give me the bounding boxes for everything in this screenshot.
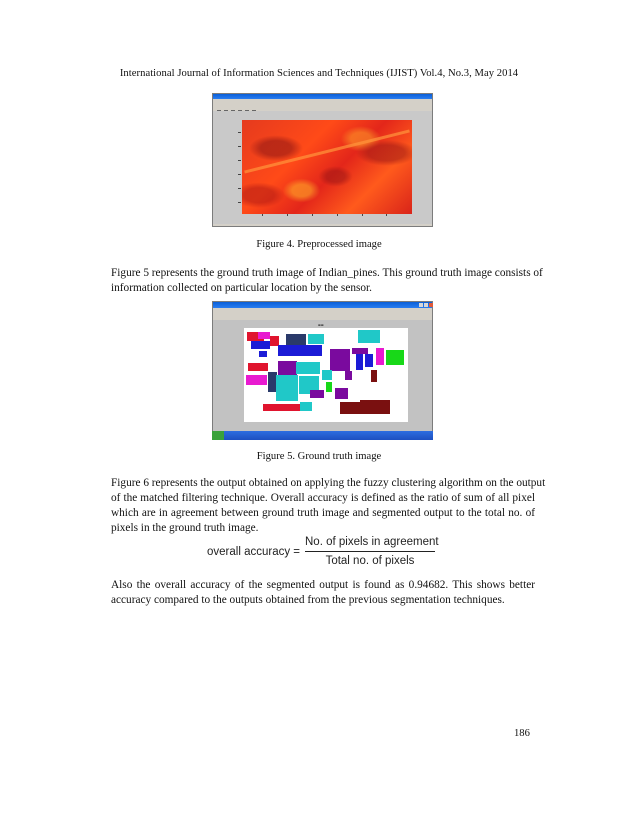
paragraph-accuracy-result bbox=[111, 578, 535, 608]
text-line: Also the overall accuracy of the segmented output is found as 0.94682. This shows better bbox=[111, 579, 535, 591]
figure4-caption: Figure 4. Preprocessed image bbox=[256, 239, 382, 250]
class-patch bbox=[335, 388, 348, 399]
page-number: 186 bbox=[514, 728, 530, 739]
figure5-caption: Figure 5. Ground truth image bbox=[256, 451, 382, 462]
class-patch bbox=[386, 350, 404, 365]
text-line: which are in agreement between ground truth image and segmented output to the total no. of bbox=[111, 507, 535, 519]
paragraph-accuracy-definition bbox=[111, 476, 546, 536]
figure4-y-tick bbox=[238, 202, 241, 203]
class-patch bbox=[310, 390, 324, 398]
class-patch bbox=[326, 382, 332, 392]
formula-denominator: Total no. of pixels bbox=[325, 555, 415, 567]
text-line: Figure 5 represents the ground truth image of Indian_pines. This ground truth image consists of bbox=[111, 267, 543, 279]
figure4-y-tick bbox=[238, 132, 241, 133]
class-patch bbox=[365, 354, 373, 367]
figure4-y-tick bbox=[238, 188, 241, 189]
class-patch bbox=[376, 348, 384, 365]
figure4-menu-bar bbox=[217, 100, 267, 104]
class-patch bbox=[263, 404, 300, 411]
class-patch bbox=[330, 349, 350, 371]
figure5-title-bar bbox=[213, 302, 432, 308]
figure4-x-tick bbox=[337, 214, 338, 216]
class-patch bbox=[300, 402, 312, 411]
journal-header: International Journal of Information Sciences and Techniques (IJIST) Vol.4, No.3, May 2014 bbox=[119, 68, 519, 79]
figure5-taskbar bbox=[212, 431, 433, 440]
figure4-x-tick bbox=[287, 214, 288, 216]
figure5-plot-title: ▬▬ bbox=[318, 323, 324, 327]
class-patch bbox=[258, 332, 270, 339]
class-patch bbox=[340, 402, 360, 414]
class-patch bbox=[246, 375, 267, 385]
class-patch bbox=[371, 370, 377, 382]
class-patch bbox=[286, 334, 306, 345]
figure4-preprocessed-heatmap bbox=[242, 120, 412, 214]
figure4-x-tick bbox=[312, 214, 313, 216]
figure4-x-tick bbox=[262, 214, 263, 216]
class-patch bbox=[248, 363, 268, 371]
class-patch bbox=[358, 330, 380, 343]
class-patch bbox=[345, 371, 352, 380]
minimize-icon bbox=[419, 303, 423, 307]
class-patch bbox=[296, 362, 320, 374]
maximize-icon bbox=[424, 303, 428, 307]
class-patch bbox=[308, 334, 324, 344]
text-line: accuracy compared to the outputs obtained from the previous segmentation techniques. bbox=[111, 594, 505, 606]
figure4-y-tick bbox=[238, 160, 241, 161]
class-patch bbox=[251, 341, 270, 349]
paragraph-ground-truth-intro bbox=[111, 266, 543, 296]
figure4-y-tick bbox=[238, 174, 241, 175]
figure4-toolbar bbox=[216, 105, 326, 110]
figure4-title-bar bbox=[213, 94, 432, 99]
formula-lhs: overall accuracy = bbox=[207, 546, 300, 558]
class-patch bbox=[322, 370, 332, 380]
class-patch bbox=[360, 400, 390, 414]
text-line: Figure 6 represents the output obtained on applying the fuzzy clustering algorithm on the output bbox=[111, 477, 546, 489]
formula-fraction-bar bbox=[305, 551, 435, 552]
text-line: pixels in the ground truth image. bbox=[111, 522, 259, 534]
class-patch bbox=[259, 351, 267, 357]
text-line: of the matched filtering technique. Overall accuracy is defined as the ratio of sum of all pixel bbox=[111, 492, 535, 504]
figure4-x-tick bbox=[362, 214, 363, 216]
figure4-x-tick bbox=[386, 214, 387, 216]
class-patch bbox=[276, 375, 298, 401]
start-button bbox=[212, 431, 224, 440]
text-line: information collected on particular location by the sensor. bbox=[111, 282, 373, 294]
formula-numerator: No. of pixels in agreement bbox=[305, 536, 439, 548]
class-patch bbox=[356, 354, 363, 370]
figure4-y-tick bbox=[238, 146, 241, 147]
close-icon bbox=[429, 303, 433, 307]
class-patch bbox=[278, 361, 297, 375]
class-patch bbox=[278, 345, 322, 356]
